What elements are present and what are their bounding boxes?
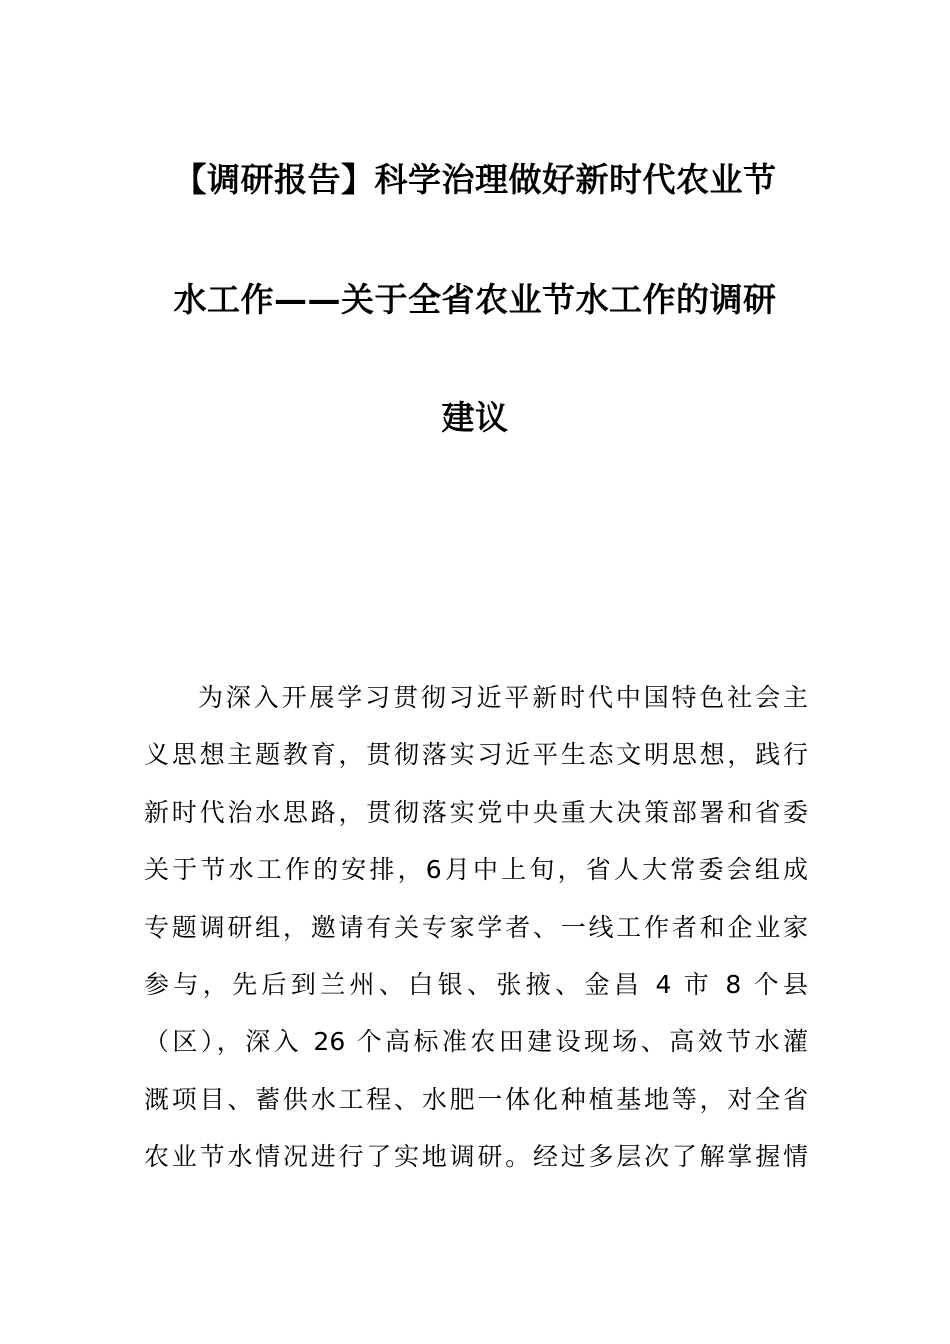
paragraph-line-4: 关于节水工作的安排，6月中上旬，省人大常委会组成 — [144, 855, 808, 884]
document-title-line-1: 【调研报告】科学治理做好新时代农业节 — [173, 160, 777, 199]
paragraph-line-6: 参与，先后到兰州、白银、张掖、金昌 4 市 8 个县 — [144, 970, 808, 999]
document-title-line-3: 建议 — [441, 398, 509, 437]
paragraph-line-1: 为深入开展学习贯彻习近平新时代中国特色社会主 — [198, 683, 808, 712]
paragraph-line-3: 新时代治水思路，贯彻落实党中央重大决策部署和省委 — [144, 798, 808, 827]
paragraph-line-9: 农业节水情况进行了实地调研。经过多层次了解掌握情 — [144, 1142, 808, 1171]
paragraph-line-2: 义思想主题教育，贯彻落实习近平生态文明思想，践行 — [144, 740, 808, 769]
paragraph-line-5: 专题调研组，邀请有关专家学者、一线工作者和企业家 — [144, 913, 808, 942]
document-title-line-2: 水工作——关于全省农业节水工作的调研 — [173, 280, 777, 319]
paragraph-line-7: （区），深入 26 个高标准农田建设现场、高效节水灌 — [144, 1027, 808, 1056]
paragraph-line-8: 溉项目、蓄供水工程、水肥一体化种植基地等，对全省 — [144, 1085, 808, 1114]
